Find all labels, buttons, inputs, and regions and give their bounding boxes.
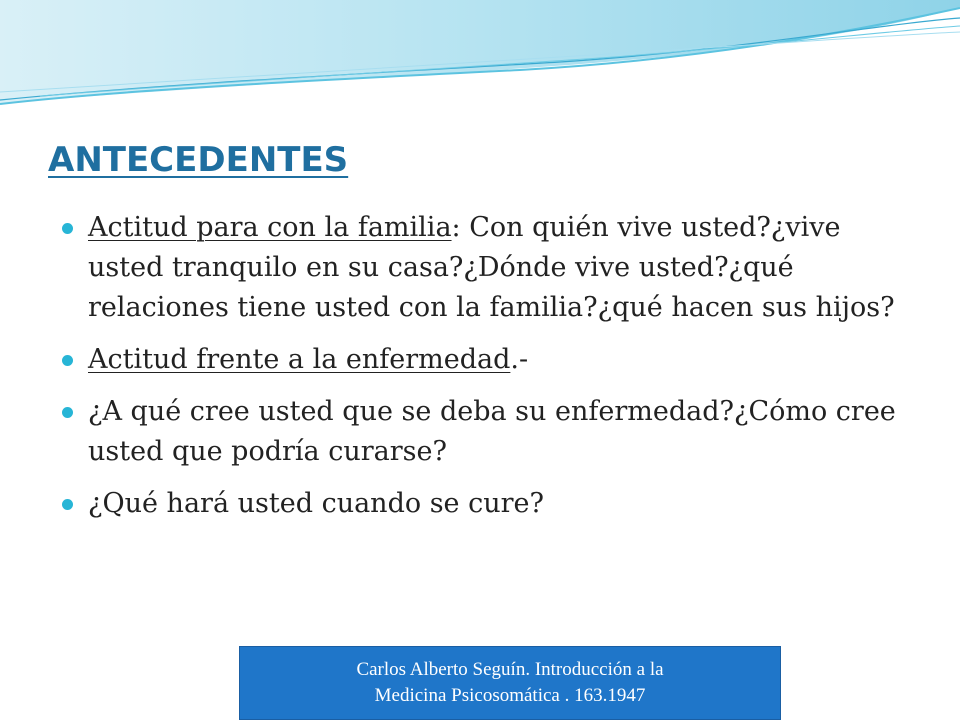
citation-line: Carlos Alberto Seguín. Introducción a la	[356, 659, 664, 680]
bullet-item	[60, 484, 920, 524]
bullet-dot-icon	[62, 499, 73, 510]
bullet-heading: Actitud para con la familia	[88, 212, 452, 243]
bullet-item	[60, 392, 920, 472]
bullet-list	[60, 208, 920, 536]
bullet-text: .-	[510, 344, 529, 375]
bullet-item	[60, 208, 920, 328]
bullet-dot-icon	[62, 223, 73, 234]
citation-box	[239, 646, 781, 720]
bullet-text: : Con quién vive usted?¿vive usted tranquilo en su casa?¿Dónde vive usted?¿qué relaciones tiene usted con la familia?¿qué hacen sus hijos?	[88, 212, 895, 323]
bullet-dot-icon	[62, 355, 73, 366]
citation-line: Medicina Psicosomática . 163.1947	[374, 685, 646, 706]
slide-title: ANTECEDENTES	[48, 140, 349, 180]
bullet-heading: Actitud frente a la enfermedad	[88, 344, 511, 375]
bullet-dot-icon	[62, 407, 73, 418]
bullet-item	[60, 340, 920, 380]
bullet-text: ¿A qué cree usted que se deba su enfermedad?¿Cómo cree usted que podría curarse?	[88, 396, 896, 467]
header-wave-decoration	[0, 0, 960, 120]
bullet-text: ¿Qué hará usted cuando se cure?	[88, 488, 544, 519]
